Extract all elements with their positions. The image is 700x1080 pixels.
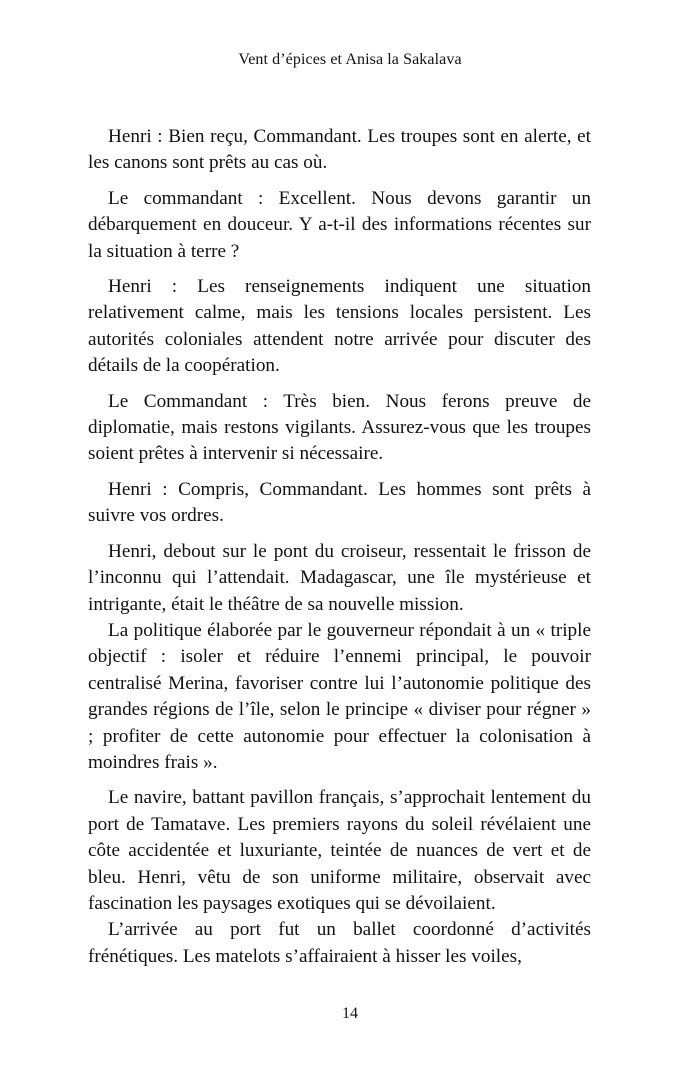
paragraph: Le Commandant : Très bien. Nous ferons preuve de diplomatie, mais restons vigilants. Assurez-vous que les troupes soient prêtes à intervenir si nécessaire.	[88, 390, 591, 465]
paragraph: Henri : Bien reçu, Commandant. Les troupes sont en alerte, et les canons sont prêts au cas où.	[88, 126, 591, 174]
page-number: 14	[342, 1005, 358, 1022]
paragraph: Henri : Les renseignements indiquent une situation relativement calme, mais les tensions locales persistent. Les autorités coloniales attendent notre arrivée pour discuter des détails de la coopération.	[88, 276, 591, 377]
paragraph: La politique élaborée par le gouverneur répondait à un « triple objectif : isoler et réduire l’ennemi principal, le pouvoir centralisé Merina, favoriser contre lui l’autonomie politique des grandes régions de l’île, selon le principe « diviser pour régner » ; profiter de cette autonomie pour effectuer la colonisation à moindres frais ».	[88, 619, 591, 773]
paragraph: Henri, debout sur le pont du croiseur, ressentait le frisson de l’inconnu qui l’attendait. Madagascar, une île mystérieuse et intrigante, était le théâtre de sa nouvelle mission.	[88, 540, 591, 615]
body-text	[88, 124, 591, 970]
paragraph: Henri : Compris, Commandant. Les hommes sont prêts à suivre vos ordres.	[88, 478, 591, 527]
running-title: Vent d’épices et Anisa la Sakalava	[238, 51, 462, 68]
paragraph: Le navire, battant pavillon français, s’approchait lentement du port de Tamatave. Les premiers rayons du soleil révélaient une côte accidentée et luxuriante, teintée de nuances de vert et de bleu. Henri, vêtu de son uniforme militaire, observait avec fascination les paysages exotiques qui se dévoilaient.	[88, 787, 591, 914]
paragraph: L’arrivée au port fut un ballet coordonné d’activités frénétiques. Les matelots s’affairaient à hisser les voiles,	[88, 919, 591, 967]
paragraph: Le commandant : Excellent. Nous devons garantir un débarquement en douceur. Y a-t-il des informations récentes sur la situation à terre ?	[88, 187, 591, 262]
